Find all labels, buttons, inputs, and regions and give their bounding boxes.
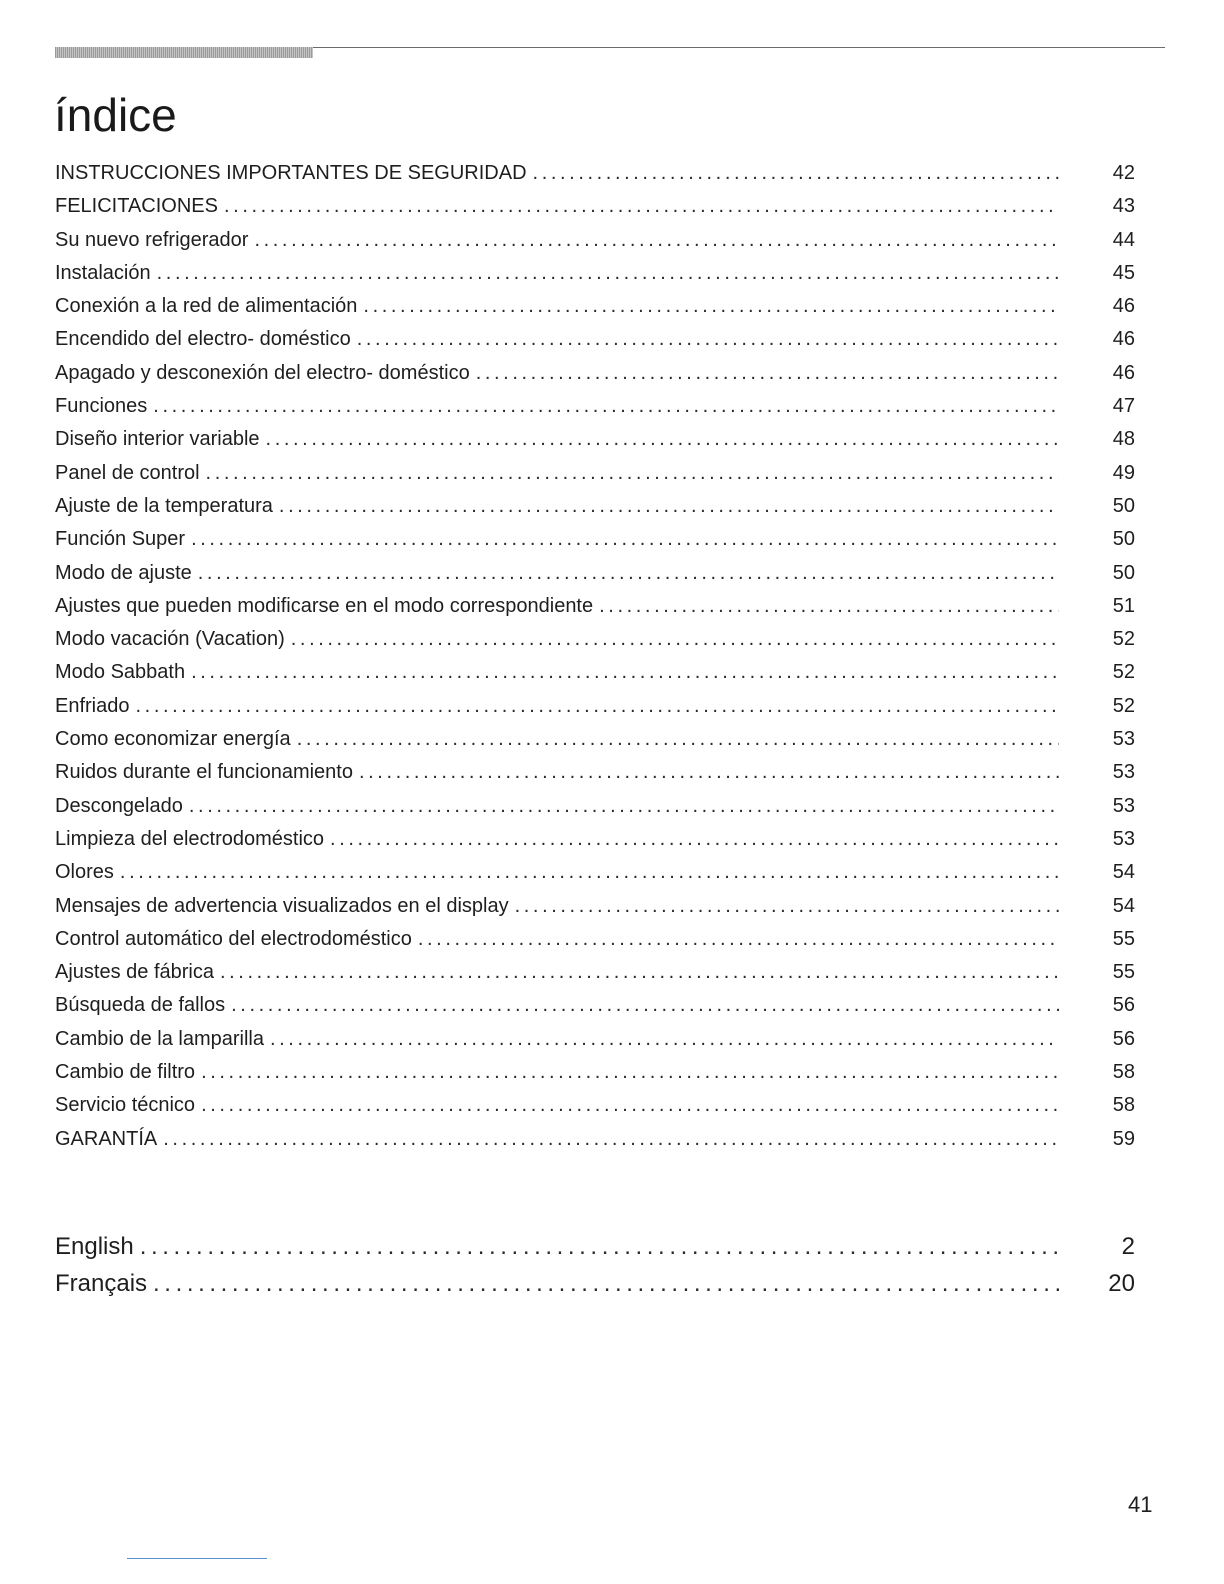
toc-entry-label: Servicio técnico bbox=[55, 1094, 196, 1117]
toc-entry-page: 52 bbox=[1112, 694, 1135, 717]
toc-entry-page: 48 bbox=[1112, 428, 1135, 451]
dot-leader bbox=[533, 157, 1059, 190]
toc-entry[interactable] bbox=[55, 590, 1135, 623]
toc-entry-label: FELICITACIONES bbox=[55, 195, 218, 218]
toc-entry[interactable] bbox=[55, 457, 1135, 490]
toc-entry-label: Ajuste de la temperatura bbox=[55, 494, 273, 517]
toc-entry[interactable] bbox=[55, 989, 1135, 1022]
dot-leader bbox=[231, 989, 1059, 1022]
dot-leader bbox=[153, 1265, 1063, 1302]
toc-entry[interactable] bbox=[55, 323, 1135, 356]
toc-entry-label: Instalación bbox=[55, 261, 151, 284]
toc-entry-page: 46 bbox=[1112, 328, 1135, 351]
dot-leader bbox=[191, 656, 1059, 689]
dot-leader bbox=[291, 623, 1059, 656]
toc-entry-page: 46 bbox=[1112, 361, 1135, 384]
toc-entry-label: Como economizar energía bbox=[55, 728, 291, 751]
toc-entry-page: 58 bbox=[1112, 1061, 1135, 1084]
toc-entry-label: Enfriado bbox=[55, 694, 130, 717]
language-page: 20 bbox=[1108, 1270, 1135, 1297]
dot-leader bbox=[254, 224, 1059, 257]
toc-entry[interactable] bbox=[55, 623, 1135, 656]
toc-entry-label: Limpieza del electrodoméstico bbox=[55, 827, 325, 850]
dot-leader bbox=[136, 690, 1060, 723]
toc-entry-label: Su nuevo refrigerador bbox=[55, 228, 249, 251]
toc-entry-label: INSTRUCCIONES IMPORTANTES DE SEGURIDAD bbox=[55, 162, 527, 184]
toc-entry-label: Encendido del electro- doméstico bbox=[55, 328, 351, 351]
table-of-contents bbox=[55, 157, 1135, 1156]
dot-leader bbox=[153, 390, 1059, 423]
toc-entry-page: 47 bbox=[1112, 395, 1135, 418]
toc-entry-page: 55 bbox=[1112, 927, 1135, 950]
header-bar bbox=[55, 47, 313, 58]
toc-entry[interactable] bbox=[55, 357, 1135, 390]
toc-entry[interactable] bbox=[55, 557, 1135, 590]
toc-entry-page: 54 bbox=[1112, 861, 1135, 884]
dot-leader bbox=[363, 290, 1059, 323]
toc-entry-label: Cambio de la lamparilla bbox=[55, 1027, 264, 1050]
dot-leader bbox=[515, 890, 1059, 923]
toc-entry-page: 56 bbox=[1112, 994, 1135, 1017]
toc-entry[interactable] bbox=[55, 923, 1135, 956]
toc-entry[interactable] bbox=[55, 490, 1135, 523]
toc-entry-label: Modo vacación (Vacation) bbox=[55, 628, 285, 651]
toc-entry-page: 42 bbox=[1112, 162, 1135, 184]
toc-entry-label: Modo Sabbath bbox=[55, 661, 186, 684]
toc-entry-page: 55 bbox=[1112, 961, 1135, 984]
toc-entry-label: Diseño interior variable bbox=[55, 428, 260, 451]
toc-entry-page: 53 bbox=[1112, 794, 1135, 817]
toc-entry[interactable] bbox=[55, 390, 1135, 423]
toc-entry[interactable] bbox=[55, 690, 1135, 723]
toc-entry[interactable] bbox=[55, 523, 1135, 556]
toc-entry[interactable] bbox=[55, 1089, 1135, 1122]
toc-entry-page: 43 bbox=[1112, 195, 1135, 218]
toc-entry[interactable] bbox=[55, 856, 1135, 889]
toc-entry[interactable] bbox=[55, 190, 1135, 223]
footer-link-underline bbox=[127, 1558, 267, 1559]
toc-entry[interactable] bbox=[55, 157, 1135, 190]
toc-entry[interactable] bbox=[55, 1056, 1135, 1089]
toc-entry[interactable] bbox=[55, 290, 1135, 323]
dot-leader bbox=[120, 856, 1059, 889]
dot-leader bbox=[189, 790, 1059, 823]
toc-entry-label: Panel de control bbox=[55, 461, 200, 484]
dot-leader bbox=[220, 956, 1059, 989]
toc-entry-page: 50 bbox=[1112, 528, 1135, 551]
dot-leader bbox=[201, 1056, 1059, 1089]
toc-entry-label: Descongelado bbox=[55, 794, 183, 817]
toc-entry-label: Búsqueda de fallos bbox=[55, 994, 226, 1017]
toc-entry[interactable] bbox=[55, 756, 1135, 789]
dot-leader bbox=[140, 1228, 1063, 1265]
toc-entry-page: 53 bbox=[1112, 827, 1135, 850]
toc-entry[interactable] bbox=[55, 723, 1135, 756]
toc-entry-page: 50 bbox=[1112, 561, 1135, 584]
dot-leader bbox=[418, 923, 1059, 956]
toc-entry-page: 54 bbox=[1112, 894, 1135, 917]
dot-leader bbox=[191, 523, 1059, 556]
toc-entry-page: 56 bbox=[1112, 1027, 1135, 1050]
dot-leader bbox=[476, 357, 1059, 390]
dot-leader bbox=[198, 557, 1059, 590]
dot-leader bbox=[163, 1123, 1059, 1156]
dot-leader bbox=[224, 190, 1059, 223]
toc-entry-label: Ruidos durante el funcionamiento bbox=[55, 761, 353, 784]
toc-entry-label: Ajustes de fábrica bbox=[55, 961, 214, 984]
toc-entry-label: Modo de ajuste bbox=[55, 561, 192, 584]
dot-leader bbox=[357, 323, 1059, 356]
dot-leader bbox=[206, 457, 1059, 490]
toc-entry[interactable] bbox=[55, 1023, 1135, 1056]
toc-entry-label: Funciones bbox=[55, 395, 148, 418]
language-index bbox=[55, 1228, 1135, 1302]
toc-entry[interactable] bbox=[55, 224, 1135, 257]
toc-entry-label: GARANTÍA bbox=[55, 1127, 158, 1150]
toc-entry-page: 59 bbox=[1112, 1127, 1135, 1150]
toc-entry[interactable] bbox=[55, 890, 1135, 923]
toc-entry-page: 45 bbox=[1112, 261, 1135, 284]
toc-entry-label: Olores bbox=[55, 861, 114, 884]
toc-entry[interactable] bbox=[55, 823, 1135, 856]
toc-entry-page: 52 bbox=[1112, 628, 1135, 651]
page-title: índice bbox=[54, 89, 177, 141]
toc-entry-page: 53 bbox=[1112, 728, 1135, 751]
toc-entry-label: Ajustes que pueden modificarse en el modo correspondiente bbox=[55, 594, 594, 617]
toc-entry-page: 49 bbox=[1112, 461, 1135, 484]
dot-leader bbox=[266, 423, 1059, 456]
toc-entry[interactable] bbox=[55, 1123, 1135, 1156]
language-label: English bbox=[55, 1233, 134, 1260]
dot-leader bbox=[270, 1023, 1059, 1056]
dot-leader bbox=[279, 490, 1059, 523]
toc-entry-page: 44 bbox=[1112, 228, 1135, 251]
toc-entry[interactable] bbox=[55, 656, 1135, 689]
toc-entry[interactable] bbox=[55, 956, 1135, 989]
toc-entry-page: 58 bbox=[1112, 1094, 1135, 1117]
toc-entry[interactable] bbox=[55, 257, 1135, 290]
toc-entry-page: 53 bbox=[1112, 761, 1135, 784]
toc-entry-label: Cambio de filtro bbox=[55, 1061, 196, 1084]
dot-leader bbox=[330, 823, 1059, 856]
dot-leader bbox=[599, 590, 1059, 623]
toc-entry-page: 51 bbox=[1112, 594, 1135, 617]
toc-entry-label: Función Super bbox=[55, 528, 186, 551]
language-label: Français bbox=[55, 1270, 148, 1297]
dot-leader bbox=[201, 1089, 1059, 1122]
page-number: 41 bbox=[1128, 1492, 1153, 1517]
toc-entry[interactable] bbox=[55, 423, 1135, 456]
dot-leader bbox=[297, 723, 1059, 756]
toc-entry-label: Mensajes de advertencia visualizados en el display bbox=[55, 894, 509, 917]
language-entry-francais[interactable] bbox=[55, 1265, 1135, 1302]
toc-entry-label: Apagado y desconexión del electro- doméstico bbox=[55, 361, 470, 384]
toc-entry-label: Control automático del electrodoméstico bbox=[55, 927, 412, 950]
toc-entry-page: 50 bbox=[1112, 494, 1135, 517]
toc-entry-page: 46 bbox=[1112, 295, 1135, 318]
toc-entry[interactable] bbox=[55, 790, 1135, 823]
dot-leader bbox=[359, 756, 1059, 789]
language-page: 2 bbox=[1121, 1233, 1135, 1260]
toc-entry-page: 52 bbox=[1112, 661, 1135, 684]
language-entry-english[interactable] bbox=[55, 1228, 1135, 1265]
toc-entry-label: Conexión a la red de alimentación bbox=[55, 295, 358, 318]
dot-leader bbox=[157, 257, 1059, 290]
